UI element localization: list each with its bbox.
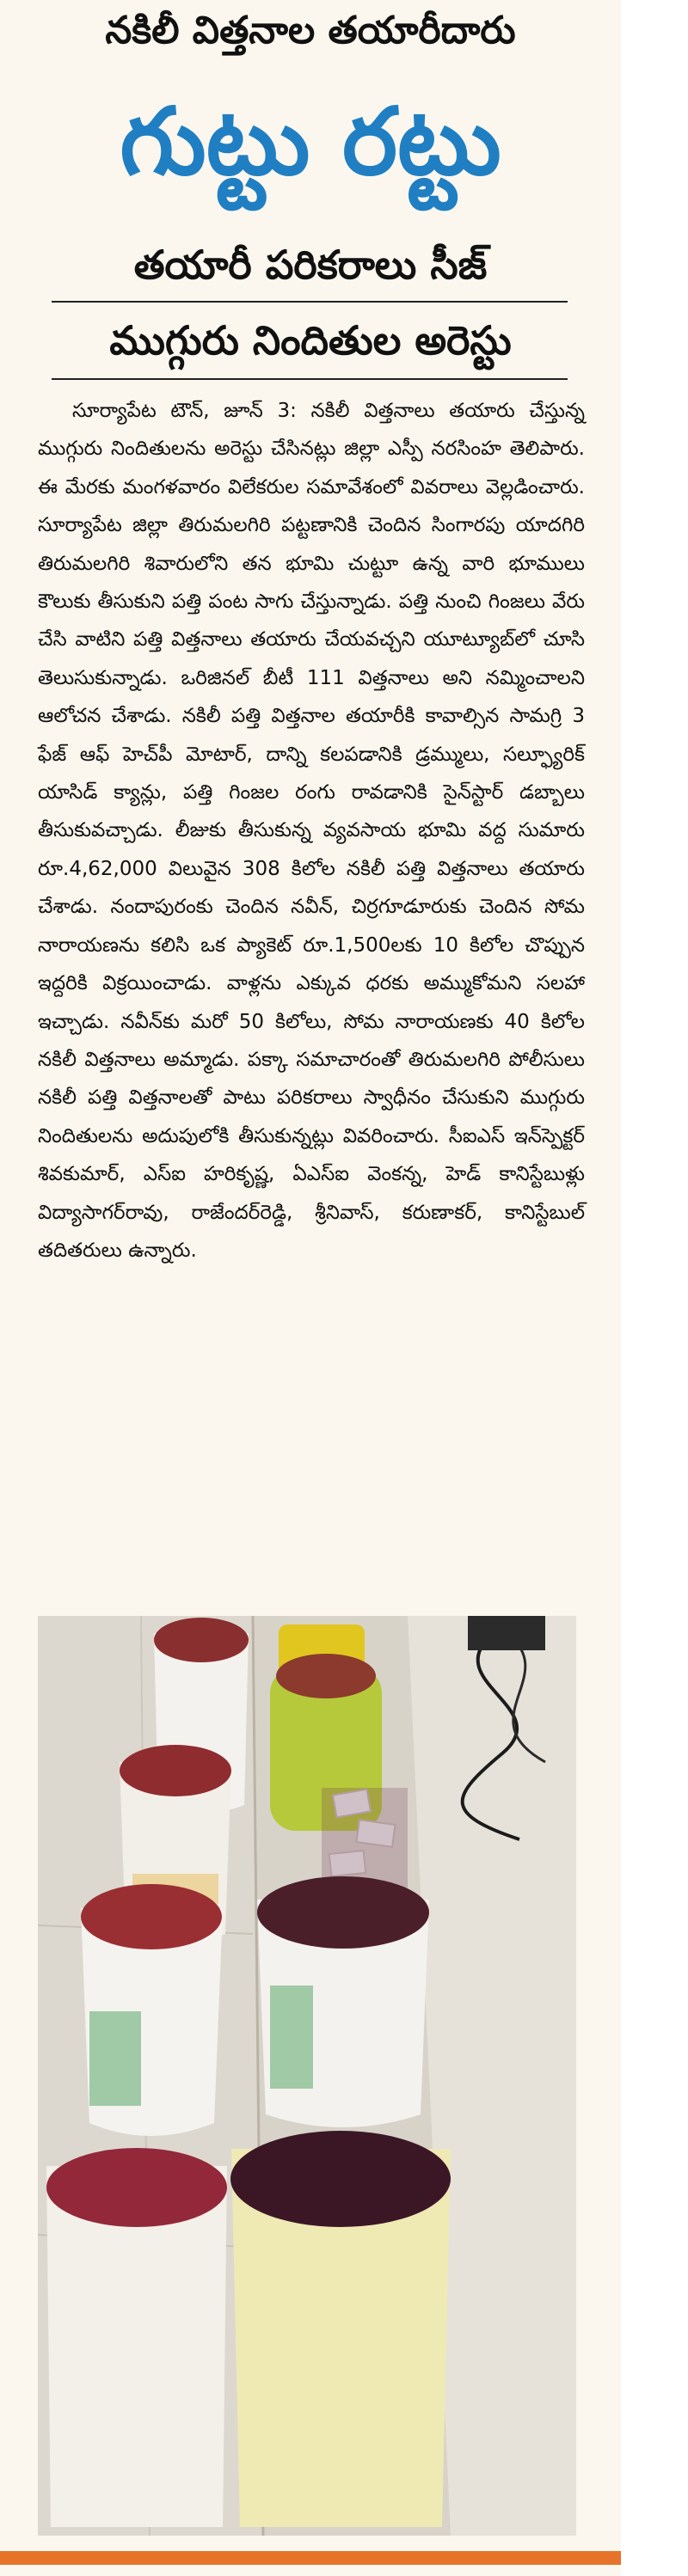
main-headline: గుట్టు రట్టు bbox=[120, 89, 501, 196]
subheading-arrest: ముగ్గురు నిందితుల అరెస్టు bbox=[109, 317, 512, 364]
subheading-seizure: తయారీ పరికరాలు సీజ్ bbox=[133, 242, 488, 288]
divider bbox=[52, 378, 568, 380]
seized-seed-bags-photo bbox=[38, 1616, 576, 2536]
kicker-heading: నకిలీ విత్తనాల తయారీదారు bbox=[105, 9, 516, 52]
article-body bbox=[38, 392, 585, 1270]
divider bbox=[52, 301, 568, 303]
article-paragraph: సూర్యాపేట టౌన్‌, జూన్‌ 3: నకిలీ విత్తనాలు తయారు చేస్తున్న ముగ్గురు నిందితులను అరెస్టు చేసినట్లు జిల్లా ఎస్పీ నరసింహ తెలిపారు. ఈ మేరకు మంగళవారం విలేకరుల సమావేశంలో వివరాలు వెల్లడించారు. సూర్యాపేట జిల్లా తిరుమలగిరి పట్టణానికి చెందిన సింగారపు యాదగిరి తిరుమలగిరి శివారులోని తన భూమి చుట్టూ ఉన్న వారి భూములు కౌలుకు తీసుకుని పత్తి పంట సాగు చేస్తున్నాడు. పత్తి నుంచి గింజలు వేరు చేసి వాటిని పత్తి విత్తనాలు తయారు చేయవచ్చని యూట్యూబ్‌లో చూసి తెలుసుకున్నాడు. ఒరిజినల్‌ బీటీ 111 విత్తనాలు అని నమ్మించాలని ఆలోచన చేశాడు. నకిలీ పత్తి విత్తనాల తయారీకి కావాల్సిన సామగ్రి 3 ఫేజ్‌ ఆఫ్‌ హెచ్‌పీ మోటార్‌, దాన్ని కలపడానికి డ్రమ్ములు, సల్ఫ్యూరిక్‌ యాసిడ్‌ క్యాన్లు, పత్తి గింజల రంగు రావడానికి సైన్‌స్టార్‌ డబ్బాలు తీసుకువచ్చాడు. లీజుకు తీసుకున్న వ్యవసాయ భూమి వద్ద సుమారు రూ.4,62,000 విలువైన 308 కిలోల నకిలీ పత్తి విత్తనాలు తయారు చేశాడు. నందాపురంకు చెందిన నవీన్‌, చిర్రగూడూరుకు చెందిన సోమ నారాయణను కలిసి ఒక ప్యాకెట్‌ రూ.1,500లకు 10 కిలోల చొప్పున ఇద్దరికి విక్రయించాడు. వాళ్లను ఎక్కువ ధరకు అమ్ముకోమని సలహా ఇచ్చాడు. నవీన్‌కు మరో 50 కిలోలు, సోమ నారాయణకు 40 కిలోల నకిలీ విత్తనాలు అమ్మాడు. పక్కా సమాచారంతో తిరుమలగిరి పోలీసులు నకిలీ పత్తి విత్తనాలతో పాటు పరికరాలు స్వాధీనం చేసుకుని ముగ్గురు నిందితులను అదుపులోకి తీసుకున్నట్లు వివరించారు. సీఐఎస్‌ ఇన్‌స్పెక్టర్‌ శివకుమార్‌, ఎస్‌ఐ హరికృష్ణ, ఏఎస్‌ఐ వెంకన్న, హెడ్‌ కానిస్టేబుళ్లు విద్యాసాగర్‌రావు, రాజేందర్‌రెడ్డి, శ్రీనివాస్‌, కరుణాకర్‌, కానిస్టేబుల్‌ తదితరులు ఉన్నారు. bbox=[38, 400, 585, 1262]
footer-accent-bar bbox=[0, 2551, 621, 2565]
